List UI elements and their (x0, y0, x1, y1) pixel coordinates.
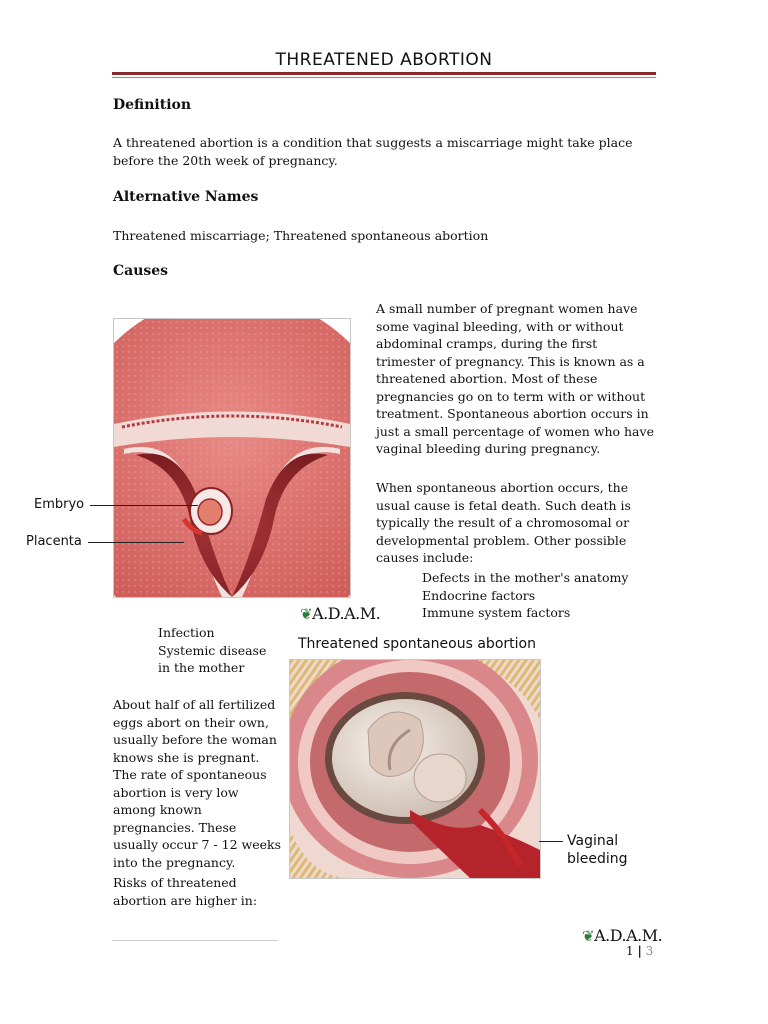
definition-heading: Definition (113, 97, 192, 113)
leaf-icon: ❦ (582, 927, 595, 945)
alternative-names-text: Threatened miscarriage; Threatened spontaneous abortion (113, 228, 489, 243)
footnote-separator (112, 940, 278, 941)
list-item: Systemic disease in the mother (158, 642, 267, 675)
leaf-icon: ❦ (300, 605, 313, 623)
list-item: Defects in the mother's anatomy (422, 570, 629, 585)
title-rule-thin (112, 77, 656, 78)
causes-paragraph-1: A small number of pregnant women have some vaginal bleeding, with or without abdominal cramps, during the first trimester of pregnancy. This is known as a threatened abortion. Most of these pregnancies go on to term with or without treatment. Spontaneous abortion occurs in just a small percentage of women who have vaginal bleeding during pregnancy. (376, 301, 654, 456)
adam-logo-text: A.D.A.M. (312, 604, 381, 623)
page-separator: | (637, 944, 642, 958)
adam-logo-text: A.D.A.M. (594, 926, 663, 945)
placenta-label: Placenta (26, 534, 82, 549)
definition-text: A threatened abortion is a condition that suggests a miscarriage might take place before the 20th week of pregnancy. (113, 135, 633, 168)
vaginal-bleeding-label: Vaginal bleeding (567, 833, 628, 867)
list-item: Infection (158, 625, 215, 640)
fetus-illustration (289, 659, 541, 879)
list-item: Immune system factors (422, 605, 571, 620)
embryo-label: Embryo (34, 497, 85, 512)
vaginal-bleeding-leader-line (539, 841, 563, 842)
placenta-leader-line (88, 542, 184, 543)
uterus-embryo-drawing (114, 319, 350, 597)
causes-list-left (158, 624, 282, 677)
uterus-embryo-illustration (113, 318, 351, 598)
document-title: THREATENED ABORTION (275, 50, 493, 70)
page-current: 1 (626, 944, 634, 958)
fetus-drawing (290, 660, 540, 878)
page-number (626, 944, 653, 958)
alternative-names-heading: Alternative Names (113, 189, 259, 205)
causes-paragraph-3: About half of all fertilized eggs abort on their own, usually before the woman knows she is pregnant. The rate of spontaneous abortion is very low among known pregnancies. These usually occur 7 - 12 weeks into the pregnancy. (113, 697, 282, 870)
page-total: 3 (645, 944, 654, 958)
list-item: Endocrine factors (422, 587, 536, 603)
title-rule-thick (112, 72, 656, 75)
causes-paragraph-4: Risks of threatened abortion are higher in: (113, 875, 258, 908)
causes-list-right (422, 569, 662, 622)
adam-logo-footer (582, 926, 662, 945)
causes-heading: Causes (113, 263, 169, 279)
figure-caption: Threatened spontaneous abortion (298, 636, 536, 652)
adam-logo-figure (300, 604, 380, 623)
embryo-leader-line (90, 505, 198, 506)
causes-paragraph-2: When spontaneous abortion occurs, the usual cause is fetal death. Such death is typically the result of a chromosomal or developmental problem. Other possible causes include: (376, 480, 631, 565)
